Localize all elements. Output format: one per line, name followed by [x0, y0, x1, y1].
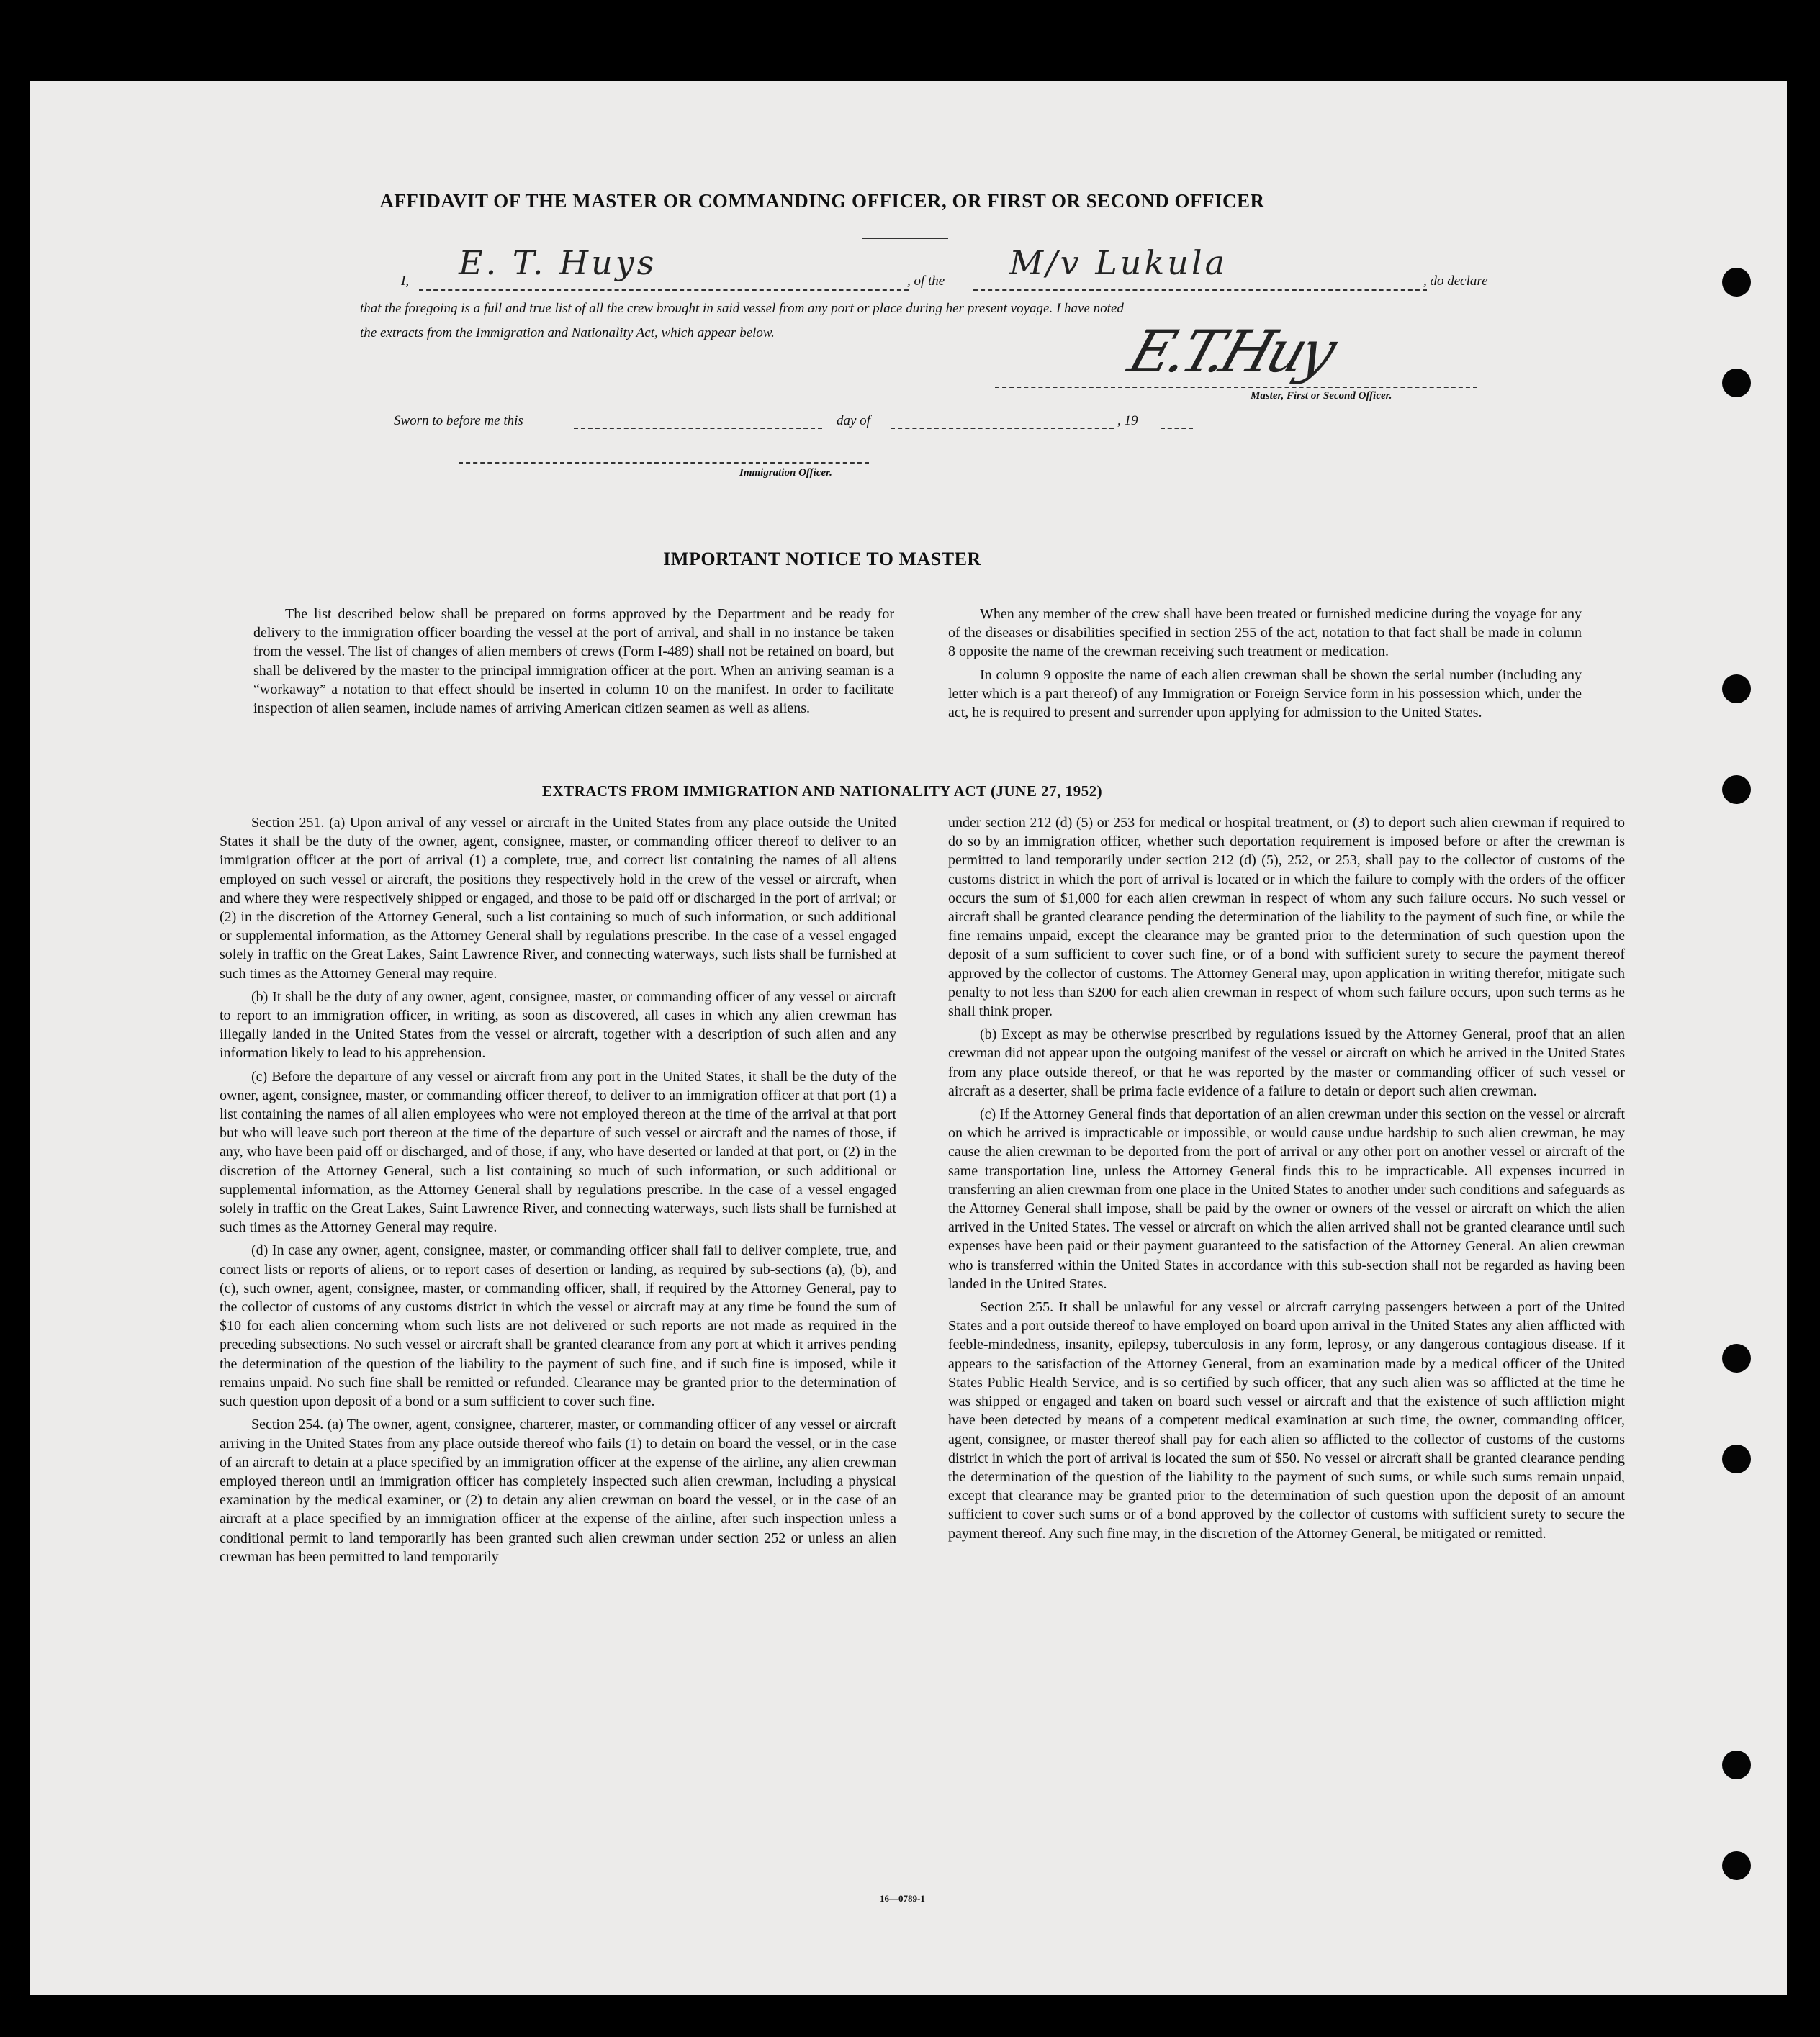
day-of-label: day of — [837, 413, 870, 428]
sworn-label: Sworn to before me this — [394, 413, 523, 428]
signature-line — [995, 387, 1477, 388]
punch-hole — [1722, 369, 1751, 397]
officer-name-handwritten: E. T. Huys — [459, 243, 657, 282]
officer-name-line — [419, 289, 909, 291]
extracts-right-column — [948, 813, 1625, 1548]
immigration-officer-label: Immigration Officer. — [739, 467, 832, 479]
extract-paragraph: Section 251. (a) Upon arrival of any vessel or aircraft in the United States from any place outside the United States it shall be the duty of the owner, agent, consignee, master, or commanding officer thereof to deliver to an immigration officer at the port of arrival (1) a complete, true, and correct list containing the names of all aliens employed on such vessel or aircraft, the positions they respectively hold in the crew of the vessel or aircraft, when and where they were respectively shipped or engaged, and those to be paid off or discharged in the port of arrival; or (2) in the discretion of the Attorney General, such a list containing so much of such information, or such additional or supplemental information, as the Attorney General shall by regulations prescribe. In the case of a vessel engaged solely in traffic on the Great Lakes, Saint Lawrence River, and connecting waterways, such lists shall be furnished at such times as the Attorney General may require. — [220, 815, 896, 982]
notice-right-column — [948, 605, 1582, 726]
extract-paragraph: Section 254. (a) The owner, agent, consignee, charterer, master, or commanding officer of any vessel or aircraft arriving in the United States from any place outside thereof who fails (1) to detain on board the vessel, or in the case of an aircraft to detain at a place specified by an immigration officer at the expense of the airline, any alien crewman employed thereon until an immigration officer has completely inspected such alien crewman, including a physical examination by the medical examiner, or (2) to detain any alien crewman on board the vessel, or in the case of an aircraft at a place specified by an immigration officer at the expense of the airline, after such inspection unless a conditional permit to land temporarily has been granted such alien crewman under section 252 or unless an alien crewman has been permitted to land temporarily — [220, 1417, 896, 1565]
punch-hole — [1722, 1344, 1751, 1373]
extract-paragraph: (c) Before the departure of any vessel or aircraft from any port in the United States, it shall be the duty of the owner, agent, consignee, master, or commanding officer thereof, to deliver to an immigration officer at that port (1) a list containing the names of all alien employees who were not employed thereon at the time of the arrival at that port but who will leave such port thereon at the time of the departure of such vessel or aircraft and the names of those, if any, who have been paid off or discharged, and of those, if any, who have deserted or landed at that port, or (2) in the discretion of the Attorney General, such a list containing so much of such information, or such additional or supplemental information, as the Attorney General shall by regulations prescribe. In the case of a vessel engaged solely in traffic on the Great Lakes, Saint Lawrence River, and connecting waterways, such lists shall be furnished at such times as the Attorney General may require. — [220, 1068, 896, 1236]
notice-left-paragraph: The list described below shall be prepared on forms approved by the Department and be ready for delivery to the immigration officer boarding the vessel at the port of arrival, and shall in no instance be taken from the vessel. The list of changes of alien members of crews (Form I-489) shall not be retained on board, but shall be delivered by the master to the principal immigration officer at the port. When an arriving seaman is a “workaway” a notation to that effect should be inserted in column 10 on the manifest. In order to facilitate inspection of alien seamen, include names of arriving American citizen seamen as well as aliens. — [253, 606, 894, 717]
year-label: , 19 — [1117, 413, 1138, 428]
i-label: I, — [401, 274, 410, 289]
extract-paragraph: (b) It shall be the duty of any owner, agent, consignee, master, or commanding officer of any vessel or aircraft to report to an immigration officer, in writing, as soon as discovered, all cases in which any alien crewman has illegally landed in the United States from the vessel or aircraft, together with a description of such alien and any information likely to lead to his apprehension. — [220, 988, 896, 1062]
punch-hole — [1722, 268, 1751, 297]
punch-hole — [1722, 1851, 1751, 1880]
notice-right-paragraph: In column 9 opposite the name of each alien crewman shall be shown the serial number (including any letter which is a part thereof) of any Immigration or Foreign Service form in his possession which, under the act, he is required to present and surrender upon applying for admission to the United States. — [948, 667, 1582, 721]
sworn-month-line — [891, 428, 1114, 429]
extracts-left-column — [220, 813, 896, 1571]
signature-label: Master, First or Second Officer. — [1251, 390, 1392, 402]
extract-paragraph: (b) Except as may be otherwise prescribed by regulations issued by the Attorney General, proof that an alien crewman did not appear upon the outgoing manifest of the vessel or aircraft on which he arrived in the United States from any place outside thereof, or that he was reported by the master or commanding officer of such vessel or aircraft as a deserter, shall be prima facie evidence of a failure to detain or deport such alien crewman. — [948, 1026, 1625, 1099]
extract-paragraph: under section 212 (d) (5) or 253 for medical or hospital treatment, or (3) to deport such alien crewman if required to do so by an immigration officer, whether such deportation requirement is imposed before or after the crewman is permitted to land temporarily under section 212 (d) (5), 252, or 253, shall pay to the collector of customs of the customs district in which the port of arrival is located or in which the failure to comply with the orders of the officer occurs the sum of $1,000 for each alien crewman in respect of whom any such failure occurs. No such vessel or aircraft shall be granted clearance pending the determination of the liability to the payment of such fine, or while the fine remains unpaid, except the clearance may be granted prior to the determination of such question upon the deposit of a sum sufficient to cover such fine, or of a bond with sufficient surety to secure the payment thereof approved by the collector of customs. The Attorney General may, upon application in writing therefor, mitigate such penalty to not less than $200 for each alien crewman in respect of whom such failure occurs, upon such terms as he shall think proper. — [948, 815, 1625, 1020]
declaration-line-2: the extracts from the Immigration and Nationality Act, which appear below. — [360, 325, 775, 340]
extracts-title: EXTRACTS FROM IMMIGRATION AND NATIONALITY ACT (JUNE 27, 1952) — [541, 782, 1103, 800]
sworn-year-line — [1161, 428, 1193, 429]
notice-title: IMPORTANT NOTICE TO MASTER — [663, 548, 981, 569]
punch-hole — [1722, 1445, 1751, 1473]
extract-paragraph: (c) If the Attorney General finds that deportation of an alien crewman under this section on the vessel or aircraft on which he arrived is impracticable or impossible, or would cause undue hardship to such alien crewman, he may cause the alien crewman to be deported from the port of arrival or any other port on another vessel or aircraft of the same transportation line, unless the Attorney General finds this to be impracticable. All expenses incurred in transferring an alien crewman from one place in the United States to another under such conditions and safeguards as the Attorney General shall impose, shall be paid by the owner or owners of the vessel or aircraft on which the alien arrived in the United States. The vessel or aircraft on which the alien arrived shall not be granted clearance until such expenses have been paid or their payment guaranteed to the satisfaction of the Attorney General. An alien crewman who is transferred within the United States in accordance with this sub-section shall not be regarded as having been landed in the United States. — [948, 1106, 1625, 1292]
notice-right-paragraph: When any member of the crew shall have been treated or furnished medicine during the voyage for any of the diseases or disabilities specified in section 255 of the act, notation to that fact shall be made in column 8 opposite the name of the crewman receiving such treatment or medication. — [948, 606, 1582, 660]
do-declare-label: , do declare — [1423, 274, 1488, 289]
document-page — [30, 81, 1787, 1995]
notice-left-column — [253, 605, 894, 722]
declaration-line-1: that the foregoing is a full and true list of all the crew brought in said vessel from any port or place during her present voyage. I have noted — [360, 301, 1124, 316]
immigration-officer-line — [459, 462, 869, 464]
punch-hole — [1722, 775, 1751, 804]
sworn-day-line — [574, 428, 822, 429]
extract-paragraph: Section 255. It shall be unlawful for any vessel or aircraft carrying passengers between a port of the United States and a port outside thereof to have employed on board upon arrival in the United States any alien afflicted with feeble-mindedness, insanity, epilepsy, tuberculosis in any form, leprosy, or any dangerous contagious disease. If it appears to the satisfaction of the Attorney General, from an examination made by a medical officer of the United States Public Health Service, and is so certified by such officer, that any such alien was so afflicted at the time he was shipped or engaged and taken on board such vessel or aircraft and that the existence of such affliction might have been detected by means of a competent medical examination at such time, the owner, commanding officer, agent, consignee, or master thereof shall pay for each alien so afflicted to the collector of customs of the customs district in which the port of arrival is located the sum of $50. No vessel or aircraft shall be granted clearance pending the determination of the question of the liability to the payment of such sums, or while such sums remain unpaid, except that clearance may be granted prior to the determination of such question upon the deposit of an amount sufficient to cover such sums or of a bond approved by the collector of customs with sufficient surety to secure the payment thereof. Any such fine may, in the discretion of the Attorney General, be mitigated or remitted. — [948, 1299, 1625, 1542]
punch-hole — [1722, 674, 1751, 703]
form-number: 16—0789-1 — [880, 1893, 925, 1904]
master-signature: E.T.Huy — [1120, 318, 1341, 385]
extract-paragraph: (d) In case any owner, agent, consignee, master, or commanding officer shall fail to deliver complete, true, and correct lists or reports of aliens, or to report cases of desertion or landing, as required by sub-sections (a), (b), and (c), such owner, agent, consignee, master, or commanding officer, shall, if required by the Attorney General, pay to the collector of customs of any customs district in which the vessel or aircraft may at any time be found the sum of $10 for each alien concerning whom such lists are not delivered or such reports are not made as required in the preceding subsections. No such vessel or aircraft shall be granted clearance from any port at which it arrives pending the determination of the question of the liability to the payment of such fine, and if such fine is imposed, while it remains unpaid. No such fine shall be remitted or refunded. Clearance may be granted prior to the determination of such question upon deposit of a bond or a sum sufficient to cover such fine. — [220, 1242, 896, 1410]
title-rule — [862, 238, 948, 239]
vessel-line — [973, 289, 1427, 291]
affidavit-title: AFFIDAVIT OF THE MASTER OR COMMANDING OFFICER, OR FIRST OR SECOND OFFICER — [379, 190, 1265, 212]
punch-hole — [1722, 1751, 1751, 1779]
of-the-label: , of the — [907, 274, 945, 289]
vessel-handwritten: M/v Lukula — [1009, 243, 1228, 282]
